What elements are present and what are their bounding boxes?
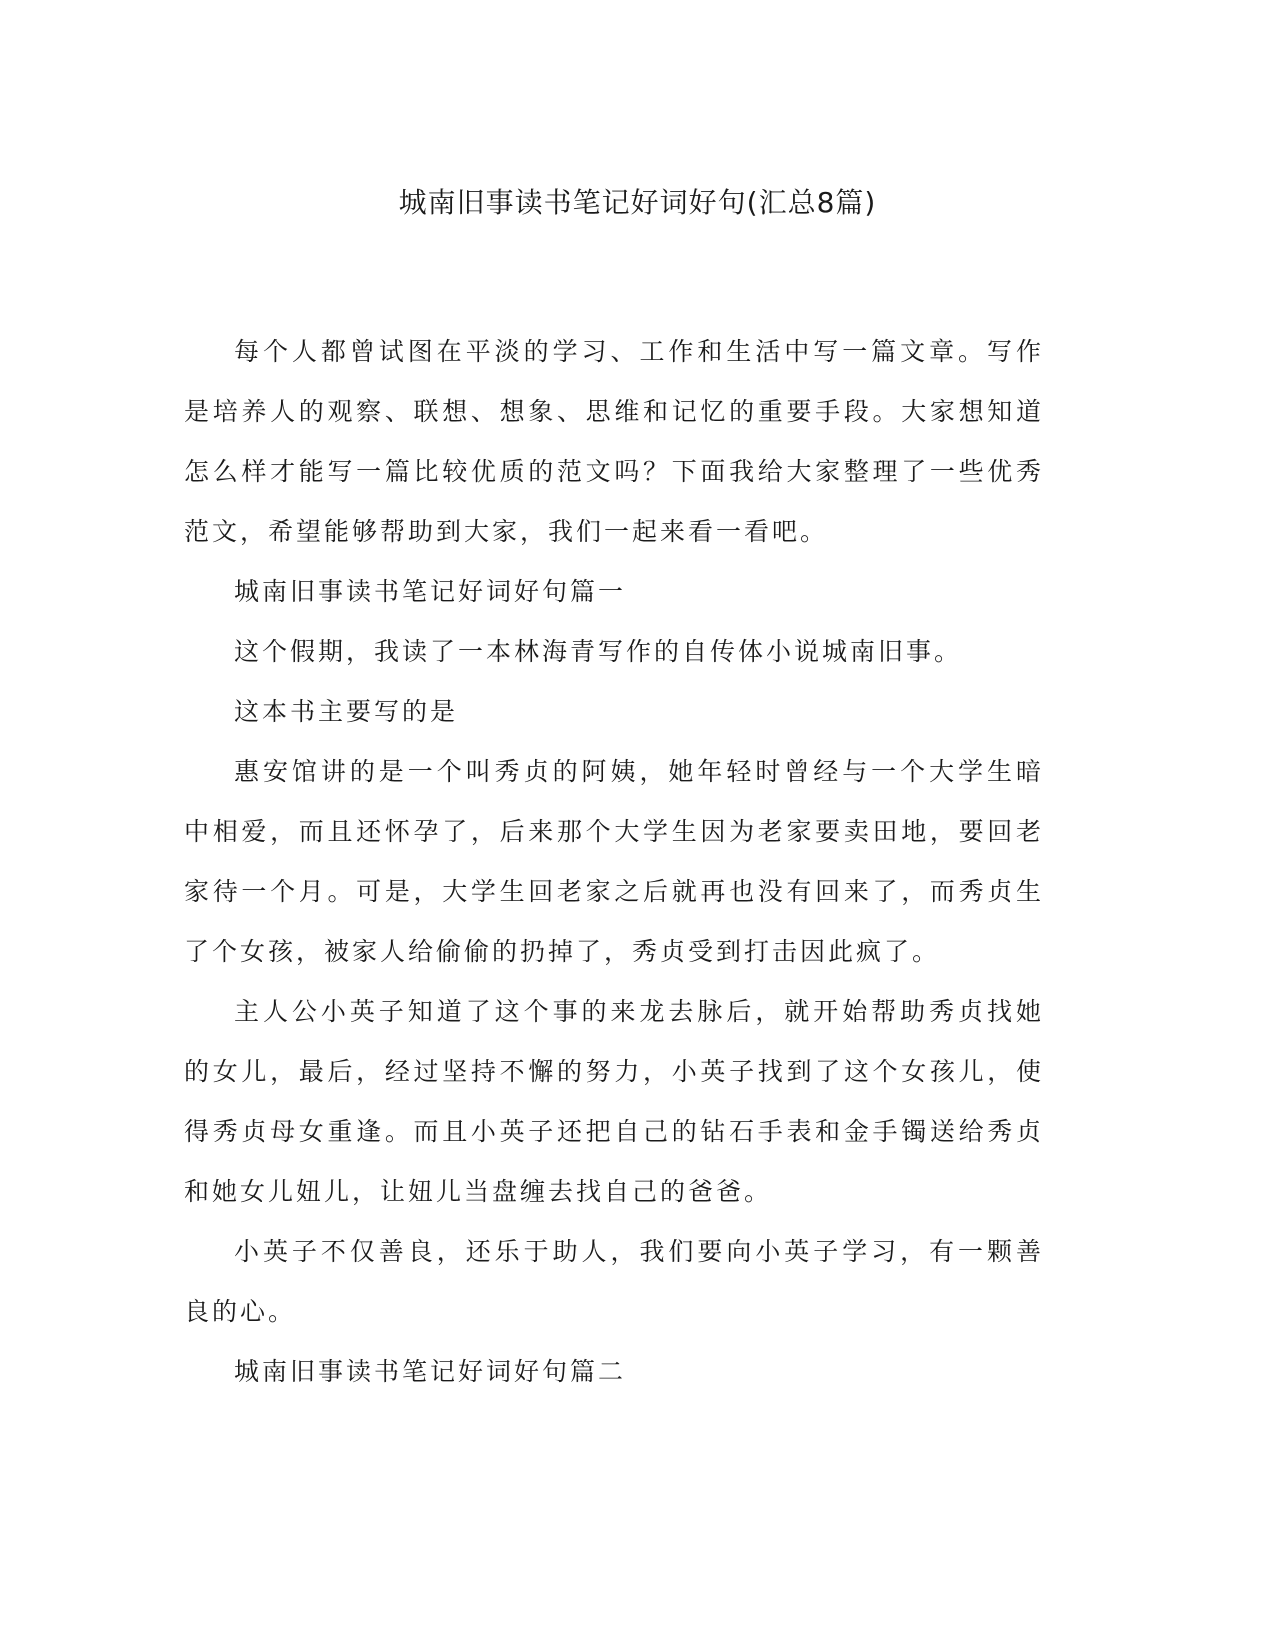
- body-paragraph: 小英子不仅善良，还乐于助人，我们要向小英子学习，有一颗善良的心。: [184, 1237, 1044, 1326]
- document-title: 城南旧事读书笔记好词好句(汇总8篇): [398, 186, 877, 219]
- body-paragraph: 这个假期，我读了一本林海青写作的自传体小说城南旧事。: [234, 637, 963, 666]
- body-paragraph: 这本书主要写的是: [234, 697, 459, 726]
- intro-paragraph: 每个人都曾试图在平淡的学习、工作和生活中写一篇文章。写作是培养人的观察、联想、想象、思维和记忆的重要手段。大家想知道怎么样才能写一篇比较优质的范文吗？下面我给大家整理了一些优秀范文，希望能够帮助到大家，我们一起来看一看吧。: [184, 337, 1044, 546]
- section-heading-2: 城南旧事读书笔记好词好句篇二: [234, 1357, 627, 1386]
- body-paragraph: 惠安馆讲的是一个叫秀贞的阿姨，她年轻时曾经与一个大学生暗中相爱，而且还怀孕了，后来那个大学生因为老家要卖田地，要回老家待一个月。可是，大学生回老家之后就再也没有回来了，而秀贞生了个女孩，被家人给偷偷的扔掉了，秀贞受到打击因此疯了。: [184, 757, 1044, 966]
- section-heading-1: 城南旧事读书笔记好词好句篇一: [234, 577, 627, 606]
- document-body: [184, 322, 1044, 1402]
- body-paragraph: 主人公小英子知道了这个事的来龙去脉后，就开始帮助秀贞找她的女儿，最后，经过坚持不懈的努力，小英子找到了这个女孩儿，使得秀贞母女重逢。而且小英子还把自己的钻石手表和金手镯送给秀贞和她女儿妞儿，让妞儿当盘缠去找自己的爸爸。: [184, 997, 1044, 1206]
